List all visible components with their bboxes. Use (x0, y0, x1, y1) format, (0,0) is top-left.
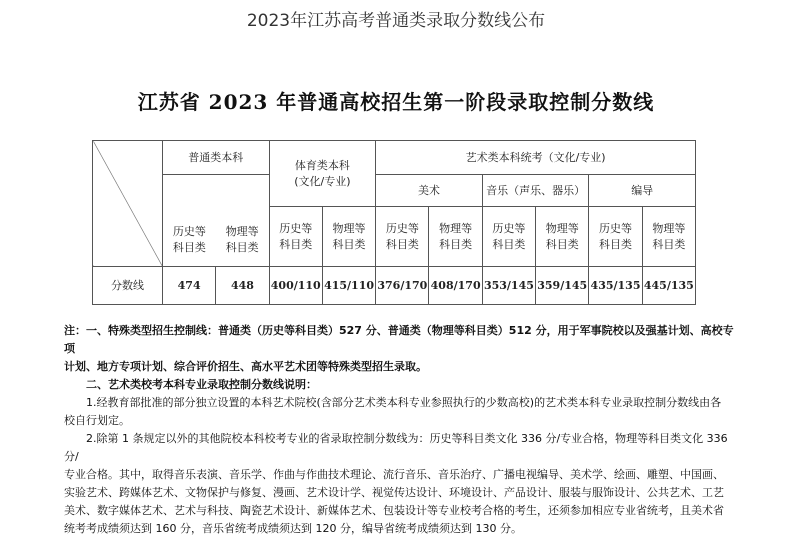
note-line: 校自行划定。 (64, 414, 130, 427)
score-cell: 376/170 (376, 267, 429, 305)
note-heading: 二、艺术类校考本科专业录取控制分数线说明： (86, 378, 317, 391)
col-music-history: 历史等 科目类 (482, 207, 535, 267)
score-cell: 445/135 (642, 267, 695, 305)
general-sub-area (163, 175, 270, 267)
note-line: 美术、数字媒体艺术、艺术与科技、陶瓷艺术设计、新媒体艺术、包装设计等专业校考合格的考生，还须参加相应专业省统考，且美术省 (64, 504, 724, 517)
col-directing-history: 历史等 科目类 (589, 207, 642, 267)
col-general-history: 历史等 科目类 (172, 225, 206, 254)
arts-fine-arts: 美术 (376, 175, 483, 207)
score-cell: 448 (216, 267, 269, 305)
diagonal-header-cell (93, 141, 163, 267)
score-cell: 474 (163, 267, 216, 305)
score-cell: 408/170 (429, 267, 482, 305)
group-arts: 艺术类本科统考（文化/专业) (376, 141, 696, 175)
col-general-physics: 物理等 科目类 (225, 225, 259, 254)
arts-directing: 编导 (589, 175, 696, 207)
col-fine-arts-history: 历史等 科目类 (376, 207, 429, 267)
group-general: 普通类本科 (163, 141, 270, 175)
col-directing-physics: 物理等 科目类 (642, 207, 695, 267)
group-sports: 体育类本科 (文化/专业) (269, 141, 376, 207)
note-line: 统考考成绩须达到 160 分，音乐省统考成绩须达到 120 分，编导省统考成绩须达到 130 分。 (64, 522, 522, 535)
note-line: 计划、地方专项计划、综合评价招生、高水平艺术团等特殊类型招生录取。 (64, 360, 427, 373)
note-line: 专业合格。其中，取得音乐表演、音乐学、作曲与作曲技术理论、流行音乐、音乐治疗、广播电视编导、美术学、绘画、雕塑、中国画、 (64, 468, 724, 481)
col-sports-physics: 物理等 科目类 (322, 207, 375, 267)
note-line: 1.经教育部批准的部分独立设置的本科艺术院校(含部分艺术类本科专业参照执行的少数高校)的艺术类本科专业录取控制分数线由各 (86, 396, 722, 409)
note-line: 实验艺术、跨媒体艺术、文物保护与修复、漫画、艺术设计学、视觉传达设计、环境设计、产品设计、服装与服饰设计、公共艺术、工艺 (64, 486, 724, 499)
col-music-physics: 物理等 科目类 (536, 207, 589, 267)
score-cell: 353/145 (482, 267, 535, 305)
document-title: 江苏省 2023 年普通高校招生第一阶段录取控制分数线 (137, 90, 655, 114)
score-cell: 415/110 (322, 267, 375, 305)
note-line: 注：一、特殊类型招生控制线：普通类（历史等科目类）527 分、普通类（物理等科目类）512 分，用于军事院校以及强基计划、高校专项 (64, 324, 734, 355)
score-table (92, 140, 696, 305)
notes-section (64, 322, 736, 538)
note-line: 2.除第 1 条规定以外的其他院校本科校考专业的省录取控制分数线为：历史等科目类文化 336 分/专业合格，物理等科目类文化 336 分/ (64, 432, 728, 463)
col-sports-history: 历史等 科目类 (269, 207, 322, 267)
score-cell: 435/135 (589, 267, 642, 305)
col-fine-arts-physics: 物理等 科目类 (429, 207, 482, 267)
score-cell: 400/110 (269, 267, 322, 305)
arts-music: 音乐（声乐、器乐） (482, 175, 589, 207)
page-title: 2023年江苏高考普通类录取分数线公布 (246, 11, 546, 31)
row-label-score-line: 分数线 (93, 267, 163, 305)
score-cell: 359/145 (536, 267, 589, 305)
